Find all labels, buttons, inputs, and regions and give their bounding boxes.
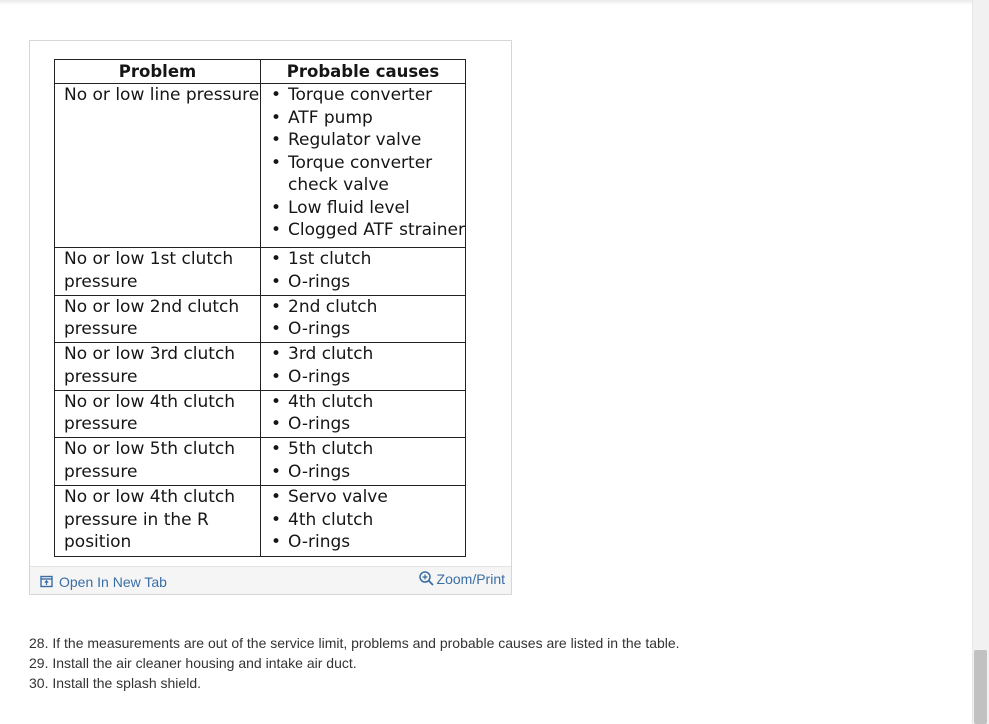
problem-cell: No or low 4th clutch pressure [55, 390, 261, 438]
cause-item: • Low fluid level [270, 197, 465, 220]
cause-item: • 4th clutch [270, 391, 465, 414]
cause-item: • 3rd clutch [270, 343, 465, 366]
problem-cell: No or low 3rd clutch pressure [55, 343, 261, 391]
cause-item: • 5th clutch [270, 438, 465, 461]
causes-list [270, 391, 465, 436]
causes-cell [261, 486, 466, 557]
causes-list [270, 343, 465, 388]
figure-footer [30, 566, 511, 594]
causes-list [270, 296, 465, 341]
scrollbar-thumb[interactable] [974, 650, 987, 724]
causes-list [270, 438, 465, 483]
problem-causes-table [54, 59, 466, 557]
header-problem: Problem [55, 60, 261, 84]
problem-cell: No or low 2nd clutch pressure [55, 295, 261, 343]
cause-item: • O-rings [270, 271, 465, 294]
table-row [55, 84, 466, 248]
cause-item: • Servo valve [270, 486, 465, 509]
cause-item: • O-rings [270, 318, 465, 341]
header-probable-causes: Probable causes [261, 60, 466, 84]
table-row [55, 486, 466, 557]
cause-item: • Torque converter check valve [270, 152, 465, 197]
cause-item: • O-rings [270, 366, 465, 389]
figure-panel [29, 40, 512, 595]
step-29: 29. Install the air cleaner housing and intake air duct. [29, 655, 357, 671]
vertical-scrollbar[interactable] [972, 0, 989, 724]
cause-item: • ATF pump [270, 107, 465, 130]
problem-cell: No or low 4th clutch pressure in the R position [55, 486, 261, 557]
causes-list [270, 248, 465, 293]
cause-item: • Regulator valve [270, 129, 465, 152]
cause-item: • Clogged ATF strainer [270, 219, 465, 242]
cause-item: • O-rings [270, 531, 465, 554]
problem-cell: No or low 1st clutch pressure [55, 248, 261, 296]
causes-cell [261, 343, 466, 391]
cause-item: • Torque converter [270, 84, 465, 107]
step-28: 28. If the measurements are out of the service limit, problems and probable causes are listed in the table. [29, 635, 680, 651]
causes-list [270, 486, 465, 554]
cause-item: • 4th clutch [270, 509, 465, 532]
causes-cell [261, 295, 466, 343]
table-row [55, 295, 466, 343]
page-top-shadow [0, 0, 972, 5]
instruction-steps [29, 633, 929, 693]
cause-item: • O-rings [270, 461, 465, 484]
causes-cell [261, 438, 466, 486]
open-in-new-tab-icon [40, 575, 53, 588]
problem-cell: No or low line pressure [55, 84, 261, 248]
problem-cell: No or low 5th clutch pressure [55, 438, 261, 486]
table-body [55, 84, 466, 557]
cause-item: • 1st clutch [270, 248, 465, 271]
causes-cell [261, 390, 466, 438]
causes-cell [261, 248, 466, 296]
causes-list [270, 84, 465, 242]
cause-item: • 2nd clutch [270, 296, 465, 319]
table-row [55, 438, 466, 486]
open-in-new-tab-label: Open In New Tab [59, 574, 167, 590]
table-row [55, 390, 466, 438]
causes-cell [261, 84, 466, 248]
open-in-new-tab-link[interactable] [40, 572, 167, 590]
zoom-magnifier-icon [418, 570, 435, 587]
table-row [55, 343, 466, 391]
step-30: 30. Install the splash shield. [29, 675, 201, 691]
cause-item: • O-rings [270, 413, 465, 436]
zoom-print-label: Zoom/Print [436, 571, 505, 587]
zoom-print-link[interactable] [418, 569, 505, 587]
table-header-row [55, 60, 466, 84]
table-row [55, 248, 466, 296]
